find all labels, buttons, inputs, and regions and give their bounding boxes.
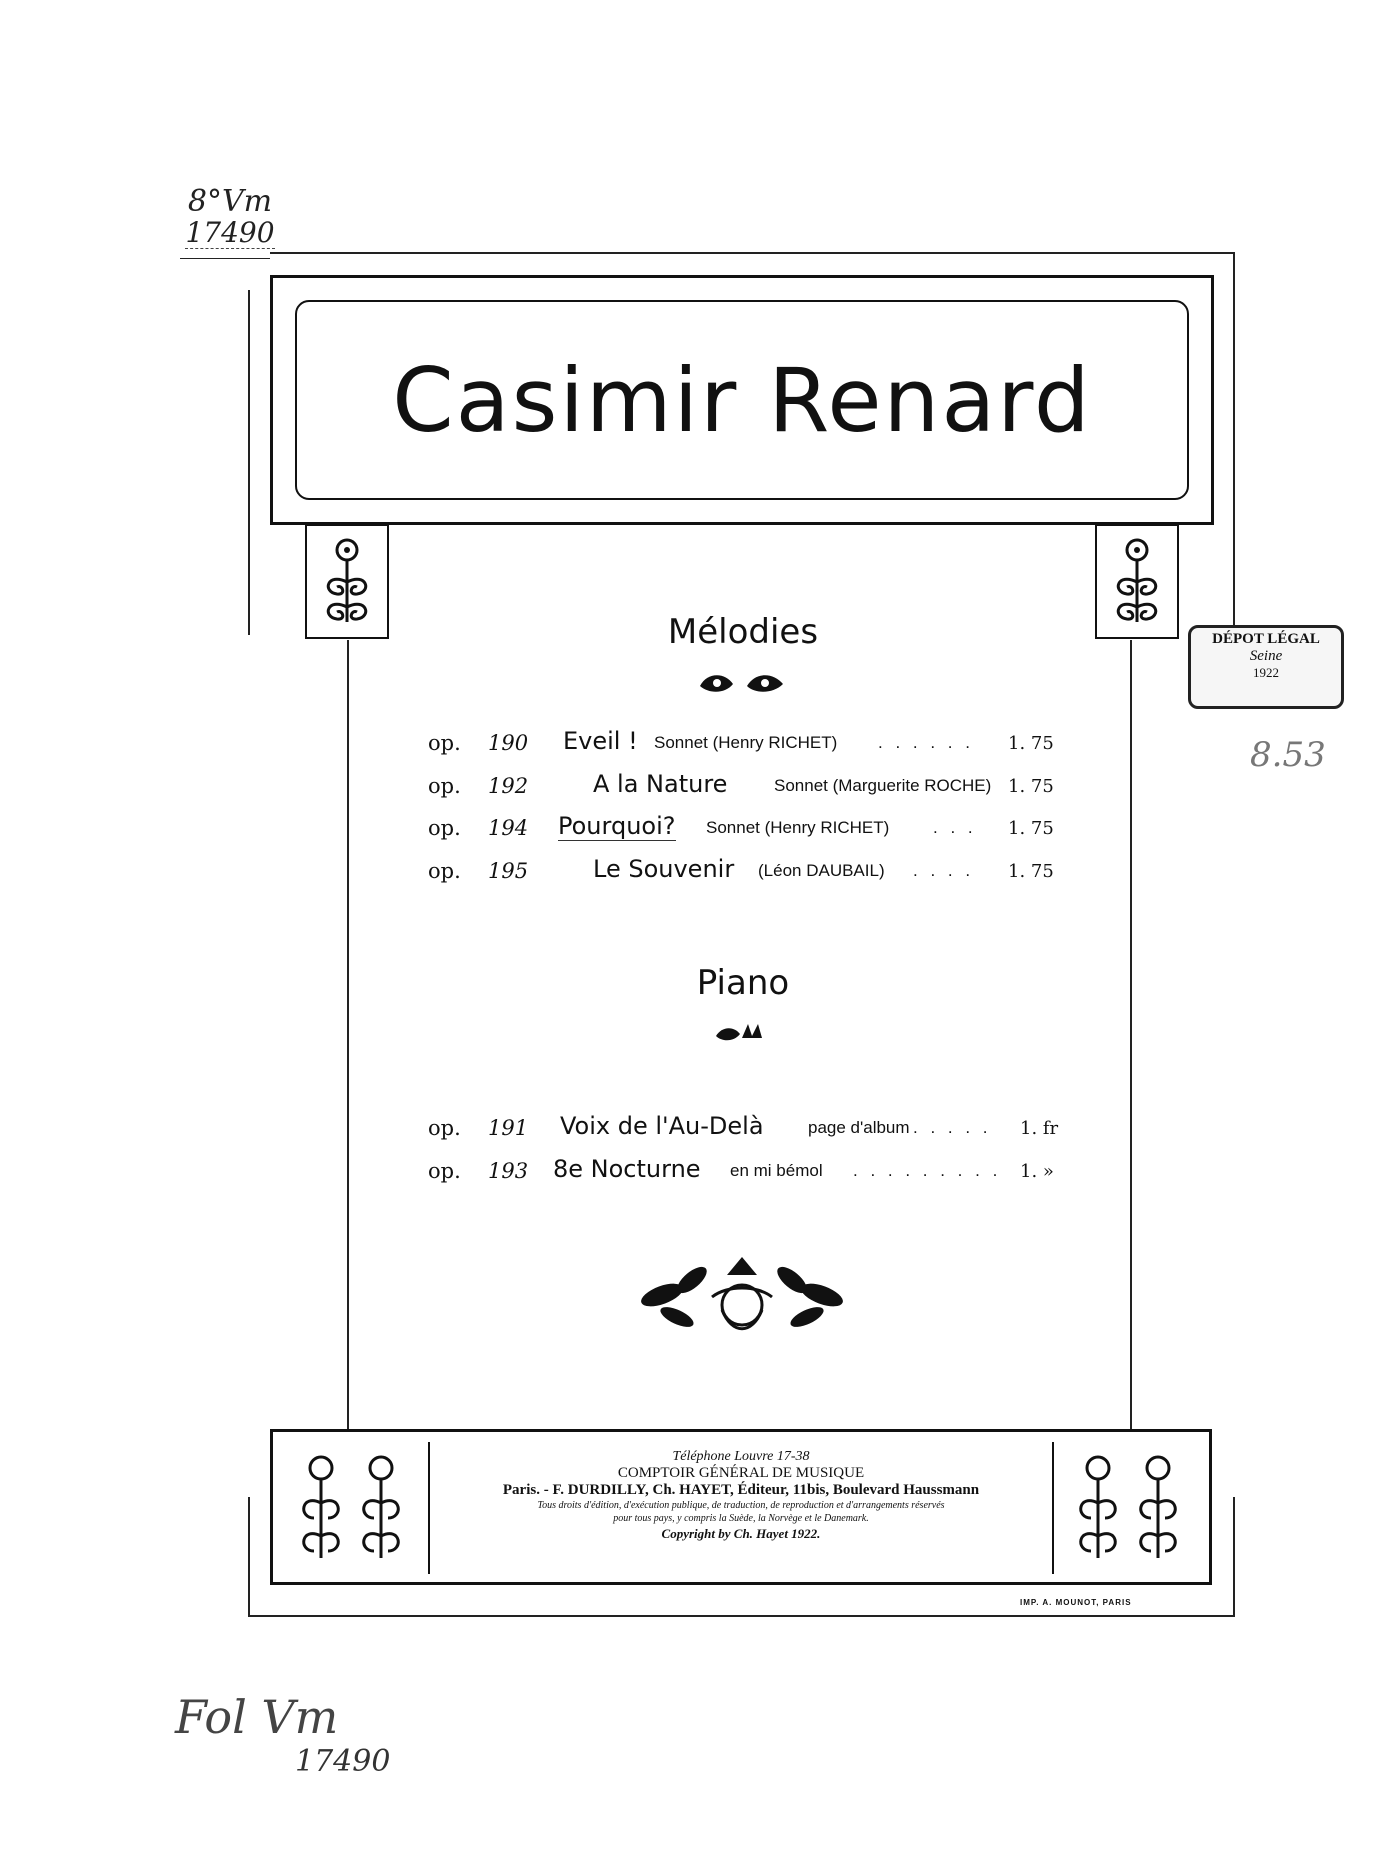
footer-motif-left	[283, 1442, 418, 1574]
footer-address: Paris. - F. DURDILLY, Ch. HAYET, Éditeur, 11bis, Boulevard Haussmann	[502, 1482, 980, 1498]
op-number: 195	[488, 859, 529, 883]
flower-motif-right	[1095, 524, 1179, 639]
list-item	[428, 727, 1068, 759]
price: 1. 75	[1008, 861, 1054, 882]
flower-motif-left	[305, 524, 389, 639]
footer-rights-line1: Tous droits d'édition, d'exécution publique, de traduction, de reproduction et d'arrangements réservés	[537, 1500, 945, 1511]
work-title: 8e Nocturne	[553, 1155, 701, 1183]
work-description: Sonnet (Henry RICHET)	[706, 818, 890, 837]
op-label: op.	[428, 774, 461, 798]
op-number: 192	[488, 774, 529, 798]
footer-copyright: Copyright by Ch. Hayet 1922.	[661, 1526, 821, 1541]
price: 1. 75	[1008, 776, 1054, 797]
footer-company: COMPTOIR GÉNÉRAL DE MUSIQUE	[617, 1465, 865, 1481]
price: 1. 75	[1008, 818, 1054, 839]
bottom-shelfmark-line1: Fol Vm	[175, 1690, 339, 1744]
title-frame	[270, 275, 1214, 525]
leader-dots: . . . . . . . . .	[853, 1161, 1002, 1180]
frame-left-outer	[248, 290, 250, 635]
leaf-ornament-icon	[712, 1020, 770, 1046]
top-shelfmark-line2: 17490	[185, 216, 275, 249]
work-description: (Léon DAUBAIL)	[758, 861, 885, 880]
frame-right-content	[1130, 640, 1132, 1430]
op-number: 194	[488, 816, 529, 840]
section-heading-piano: Piano	[696, 963, 790, 1003]
footer-motif-right	[1060, 1442, 1195, 1574]
op-label: op.	[428, 859, 461, 883]
price: 1. fr	[1020, 1118, 1059, 1139]
top-shelfmark-line1: 8°Vm	[187, 184, 273, 219]
leader-dots: . . . . . .	[878, 733, 974, 752]
legal-deposit-stamp	[1188, 625, 1344, 709]
leader-dots: . . . .	[913, 861, 975, 880]
bottom-shelfmark-line2: 17490	[295, 1744, 391, 1779]
double-flower-icon	[286, 1448, 416, 1568]
stamp-side-note: 8.53	[1250, 735, 1326, 775]
stamp-line1: DÉPOT LÉGAL	[1212, 631, 1320, 647]
publisher-footer	[270, 1429, 1212, 1585]
section-heading-melodies: Mélodies	[667, 612, 819, 652]
work-title: Voix de l'Au-Delà	[560, 1112, 764, 1140]
frame-bottom-line	[248, 1615, 1235, 1617]
footer-rights-line2: pour tous pays, y compris la Suède, la Norvège et le Danemark.	[613, 1513, 869, 1524]
work-description: page d'album	[808, 1118, 910, 1137]
work-description: Sonnet (Henry RICHET)	[654, 733, 838, 752]
frame-bottom-right	[1233, 1497, 1235, 1617]
list-item	[428, 1112, 1068, 1144]
price: 1. 75	[1008, 733, 1054, 754]
top-shelfmark	[185, 186, 275, 249]
work-title: Pourquoi?	[558, 812, 676, 840]
work-description: en mi bémol	[730, 1161, 823, 1180]
op-label: op.	[428, 1159, 461, 1183]
leader-dots: . . . . .	[913, 1118, 992, 1137]
work-description: Sonnet (Marguerite ROCHE)	[774, 776, 992, 795]
list-item	[428, 812, 1068, 844]
floral-ornament-icon	[632, 1255, 852, 1345]
list-item	[428, 1155, 1068, 1187]
frame-left-content	[347, 640, 349, 1430]
leader-dots: . . .	[933, 818, 977, 837]
op-number: 193	[488, 1159, 529, 1183]
price: 1. »	[1020, 1161, 1054, 1182]
work-title: Le Souvenir	[593, 855, 735, 883]
flower-ornament-icon	[1102, 532, 1172, 632]
stamp-line3: 1922	[1253, 665, 1279, 680]
footer-phone: Téléphone Louvre 17-38	[672, 1449, 810, 1464]
work-title: A la Nature	[593, 770, 728, 798]
op-number: 191	[488, 1116, 529, 1140]
composer-title: Casimir Renard	[392, 348, 1092, 452]
op-label: op.	[428, 731, 461, 755]
frame-right-outer	[1233, 252, 1235, 637]
frame-top-line-thin	[180, 258, 270, 259]
footer-text-block	[428, 1442, 1054, 1574]
list-item	[428, 855, 1068, 887]
double-flower-icon	[1063, 1448, 1193, 1568]
work-title: Eveil !	[563, 727, 638, 755]
op-number: 190	[488, 731, 529, 755]
list-item	[428, 770, 1068, 802]
flower-ornament-icon	[312, 532, 382, 632]
printer-credit: IMP. A. MOUNOT, PARIS	[1020, 1598, 1132, 1607]
leaf-ornament-icon	[695, 668, 790, 696]
stamp-line2: Seine	[1249, 648, 1283, 664]
op-label: op.	[428, 1116, 461, 1140]
bottom-shelfmark	[175, 1690, 390, 1779]
frame-bottom-left	[248, 1497, 250, 1617]
op-label: op.	[428, 816, 461, 840]
frame-top-line	[270, 252, 1235, 254]
